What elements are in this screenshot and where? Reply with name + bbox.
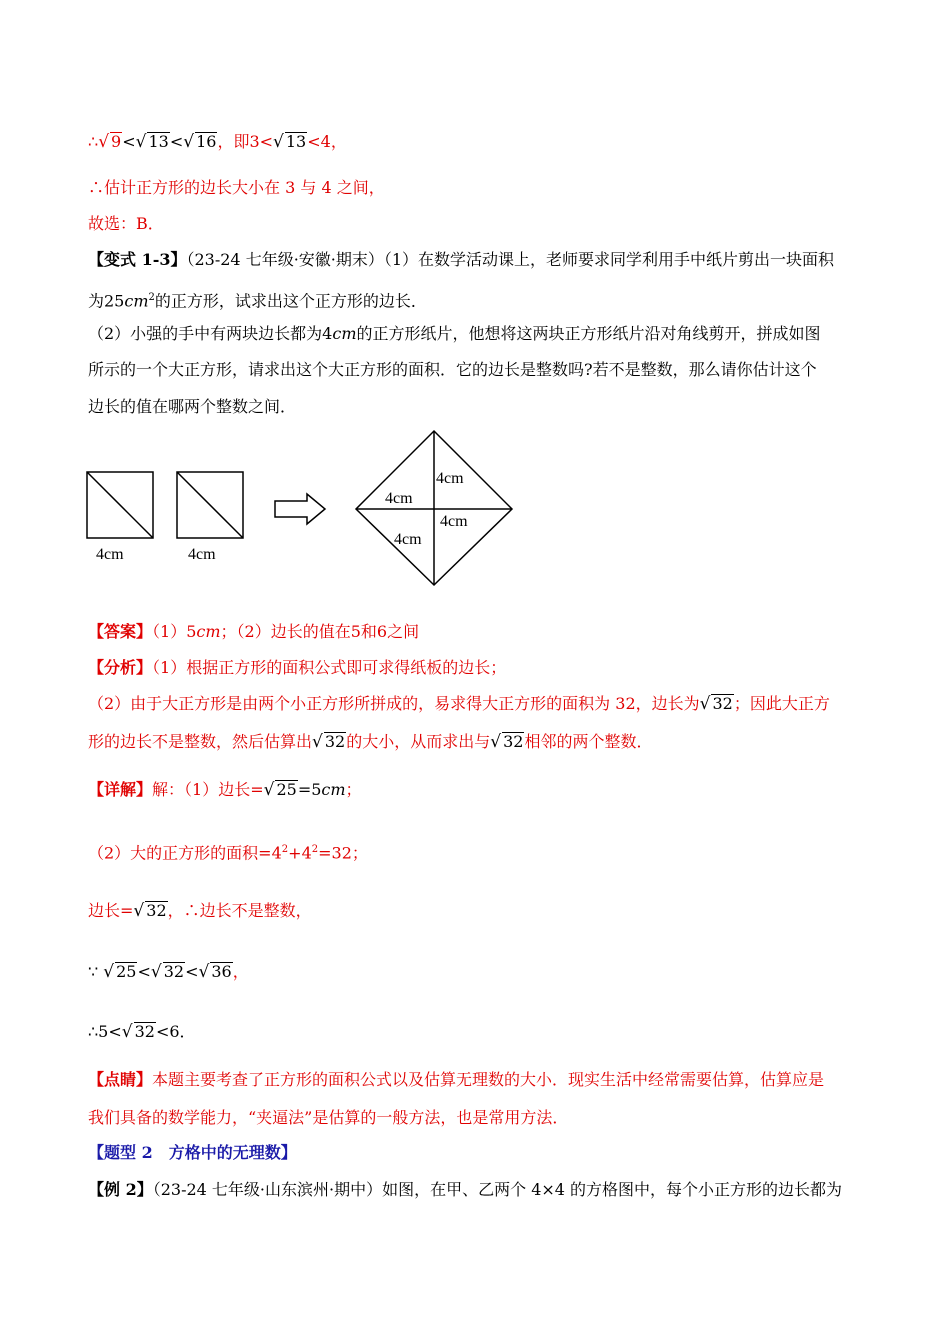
analysis-line-2: （2）由于大正方形是由两个小正方形所拼成的，易求得大正方形的面积为 32，边长为√ 32；因此大正方	[88, 694, 830, 714]
example-tag: 【例 2】	[88, 1180, 153, 1199]
variant-line-3: （2）小强的手中有两块边长都为4cm的正方形纸片，他想将这两块正方形纸片沿对角线剪开，拼成如图	[88, 324, 821, 343]
arrow-icon	[275, 494, 325, 524]
detail-line-2: （2）大的正方形的面积$=4^2+4^2=32$；	[88, 843, 368, 863]
detail-line-4: ∵ √ 25<√ 32<√ 36，	[88, 962, 249, 982]
variant-line-2: 为$25cm^2$的正方形，试求出这个正方形的边长．	[88, 291, 427, 311]
label-square-1: 4cm	[96, 546, 124, 563]
label-diamond-top: 4cm	[436, 470, 464, 487]
line-inequality-1: ∴√ 9<√ 13<√ 16，即3<√ 13<4，	[88, 132, 347, 152]
answer-tag: 【答案】	[88, 622, 153, 641]
radicand: 13	[285, 132, 307, 151]
radicand: 32	[134, 1022, 155, 1041]
line-estimate: ∴估计正方形的边长大小在 3 与 4 之间，	[88, 178, 385, 197]
radicand: 13	[148, 132, 169, 151]
radicand: 32	[146, 901, 167, 920]
comment-tag: 【点睛】	[88, 1070, 153, 1089]
comment-line-1: 【点睛】本题主要考查了正方形的面积公式以及估算无理数的大小．现实生活中经常需要估算，估算应是	[88, 1070, 825, 1089]
label-diamond-right: 4cm	[440, 513, 468, 530]
label-square-2: 4cm	[188, 546, 216, 563]
small-square-2	[177, 472, 243, 538]
analysis-line-3: 形的边长不是整数，然后估算出√ 32的大小，从而求出与√ 32相邻的两个整数．	[88, 732, 653, 752]
variant-tag: 【变式 1-3】	[88, 250, 187, 269]
analysis-line-1: 【分析】（1）根据正方形的面积公式即可求得纸板的边长；	[88, 658, 507, 677]
squares-figure	[80, 425, 530, 590]
detail-line-1: 【详解】解：（1）边长=√ 25=5cm；	[88, 780, 362, 800]
detail-line-3: 边长=√ 32，∴边长不是整数，	[88, 901, 312, 921]
radicand: 32	[503, 732, 524, 751]
radicand: 25	[276, 780, 297, 799]
radicand: 32	[163, 962, 185, 981]
radicand: 32	[712, 694, 733, 713]
small-square-1	[87, 472, 153, 538]
big-square-diamond	[356, 431, 512, 585]
detail-tag: 【详解】	[88, 780, 153, 799]
variant-line-4: 所示的一个大正方形，请求出这个大正方形的面积．它的边长是整数吗?若不是整数，那么请你估计这个	[88, 360, 817, 379]
label-diamond-left: 4cm	[385, 490, 413, 507]
line-choice: 故选：B．	[88, 214, 164, 233]
radicand: 9	[111, 132, 122, 151]
variant-line-5: 边长的值在哪两个整数之间．	[88, 397, 297, 416]
example-line-1: 【例 2】（23-24 七年级·山东滨州·期中）如图，在甲、乙两个 4×4 的方格图中，每个小正方形的边长都为	[88, 1180, 843, 1199]
comment-line-2: 我们具备的数学能力，“夹逼法”是估算的一般方法，也是常用方法．	[88, 1108, 569, 1127]
label-diamond-bottom: 4cm	[394, 531, 422, 548]
variant-line-1: 【变式 1-3】（23-24 七年级·安徽·期末）（1）在数学活动课上，老师要求同学利用手中纸片剪出一块面积	[88, 250, 835, 269]
radicand: 16	[196, 132, 217, 151]
radicand: 32	[324, 732, 346, 751]
section-title: 【题型 2 方格中的无理数】	[88, 1143, 297, 1162]
radicand: 25	[116, 962, 137, 981]
radicand: 36	[211, 962, 232, 981]
analysis-tag: 【分析】	[88, 658, 153, 677]
detail-line-5: ∴5<√ 32<6．	[88, 1022, 196, 1042]
answer-line: 【答案】（1）5cm；（2）边长的值在5和6之间	[88, 622, 420, 641]
